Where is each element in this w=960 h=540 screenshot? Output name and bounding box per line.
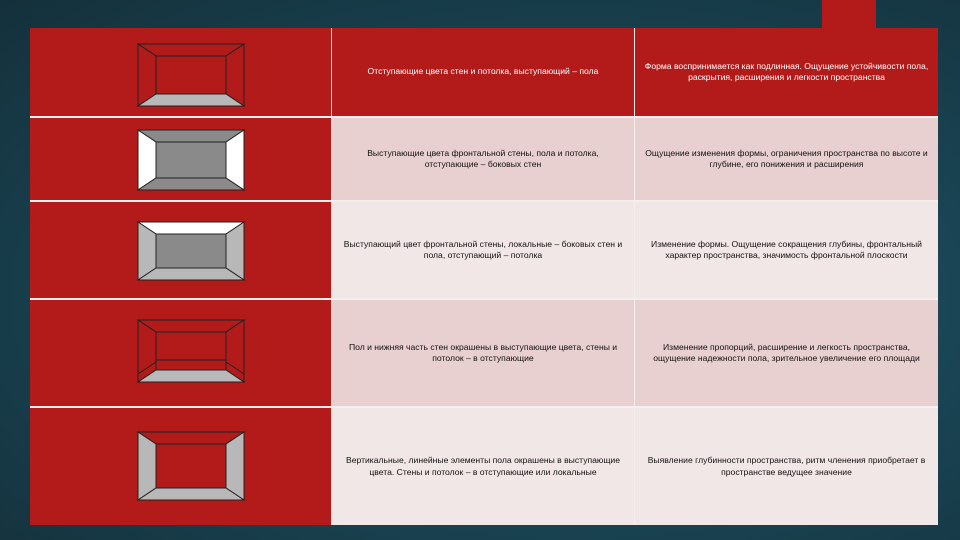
perspective-room-icon-5 <box>38 408 323 525</box>
row-image-cell <box>30 202 332 298</box>
table-row <box>30 118 938 200</box>
perspective-room-icon-3 <box>38 202 323 298</box>
perspective-room-icon-4 <box>38 300 323 406</box>
row-effect: Ощущение изменения формы, ограничения пространства по высоте и глубине, его понижения и расширения <box>634 118 938 200</box>
table-row <box>30 408 938 525</box>
row-image-cell <box>30 118 332 200</box>
row-description: Отступающие цвета стен и потолка, выступающий – пола <box>332 28 634 116</box>
perspective-room-icon-1 <box>38 28 323 116</box>
row-effect: Изменение формы. Ощущение сокращения глубины, фронтальный характер пространства, значимость фронтальной плоскости <box>634 202 938 298</box>
row-description: Выступающий цвет фронтальной стены, локальные – боковых стен и пола, отступающий – потолка <box>332 202 634 298</box>
table-row <box>30 300 938 406</box>
perspective-room-icon-2 <box>38 118 323 200</box>
row-description: Пол и нижняя часть стен окрашены в выступающие цвета, стены и потолок – в отступающие <box>332 300 634 406</box>
row-description: Выступающие цвета фронтальной стены, пола и потолка, отступающие – боковых стен <box>332 118 634 200</box>
accent-tab <box>822 0 876 28</box>
row-effect: Форма воспринимается как подлинная. Ощущение устойчивости пола, раскрытия, расширения и легкости пространства <box>634 28 938 116</box>
table-row <box>30 202 938 298</box>
row-effect: Выявление глубинности пространства, ритм членения приобретает в пространстве ведущее значение <box>634 408 938 525</box>
row-image-cell <box>30 408 332 525</box>
table-row <box>30 28 938 116</box>
row-image-cell <box>30 300 332 406</box>
row-effect: Изменение пропорций, расширение и легкость пространства, ощущение надежности пола, зрительное увеличение его площади <box>634 300 938 406</box>
row-description: Вертикальные, линейные элементы пола окрашены в выступающие цвета. Стены и потолок – в отступающие или локальные <box>332 408 634 525</box>
row-image-cell <box>30 28 332 116</box>
color-perception-table <box>30 28 938 525</box>
